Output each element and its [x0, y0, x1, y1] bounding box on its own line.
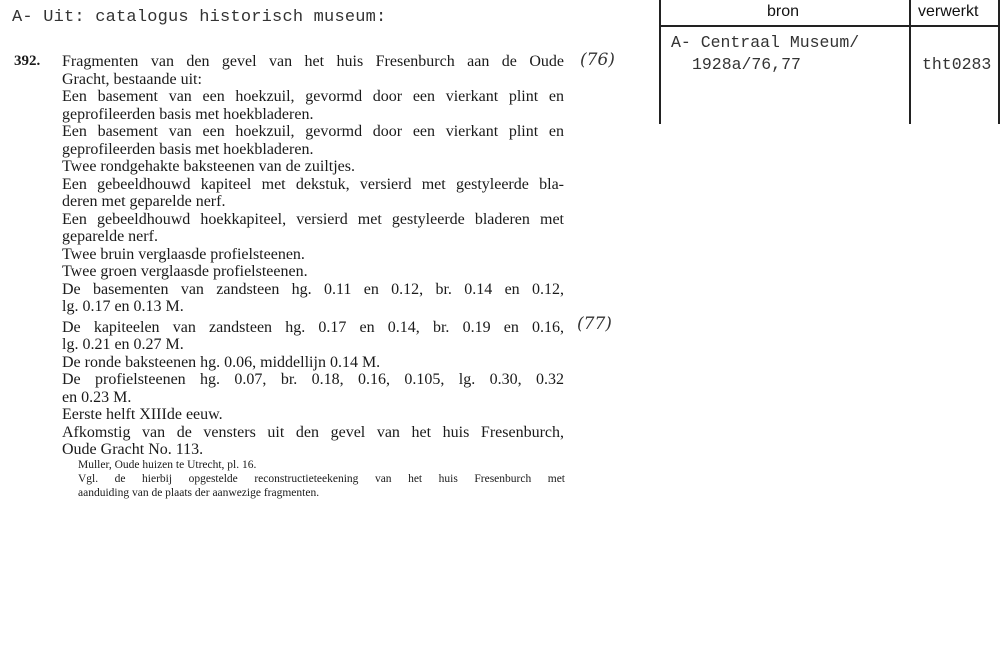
- table-border-middle: [909, 0, 911, 124]
- entry-line: Eerste helft XIIIde eeuw.: [62, 406, 223, 423]
- entry-line: lg. 0.21 en 0.27 M.: [62, 336, 184, 353]
- footnotes: [78, 458, 565, 500]
- header-bron: bron: [767, 3, 800, 20]
- entry-number: 392.: [14, 53, 41, 69]
- entry-line: geprofileerden basis met hoekbladeren.: [62, 140, 314, 158]
- entry-line: De kapiteelen van zandsteen hg. 0.17 en 0.14, br. 0.19 en 0.16,: [62, 318, 564, 336]
- entry-line: geprofileerden basis met hoekbladeren.: [62, 105, 314, 123]
- bron-line-2: 1928a/76,77: [692, 55, 801, 74]
- entry-line: De basementen van zandsteen hg. 0.11 en 0.12, br. 0.14 en 0.12,: [62, 280, 564, 298]
- entry-line: Een gebeeldhouwd kapiteel met dekstuk, versierd met gestyleerde bla-: [62, 175, 564, 193]
- footnote-line: aanduiding van de plaats der aanwezige fragmenten.: [78, 487, 320, 499]
- entry-line: Twee bruin verglaasde profielsteenen.: [62, 245, 305, 263]
- footnote-line: Muller, Oude huizen te Utrecht, pl. 16.: [78, 459, 257, 471]
- entry-line: Afkomstig van de vensters uit den gevel van het huis Fresenburch,: [62, 423, 564, 441]
- entry-line: Oude Gracht No. 113.: [62, 441, 204, 458]
- entry-line: en 0.23 M.: [62, 388, 132, 406]
- header-verwerkt: verwerkt: [918, 3, 979, 20]
- bron-line-1: A- Centraal Museum/: [671, 33, 860, 52]
- entry-line: Twee groen verglaasde profielsteenen.: [62, 263, 308, 280]
- entry-line: geparelde nerf.: [62, 228, 158, 245]
- table-border-left: [659, 0, 661, 124]
- table-header-divider: [659, 25, 1000, 27]
- entry-line: Twee rondgehakte baksteenen van de zuiltjes.: [62, 158, 355, 175]
- entry-line: Een gebeeldhouwd hoekkapiteel, versierd met gestyleerde bladeren met: [62, 210, 564, 228]
- entry-line: De profielsteenen hg. 0.07, br. 0.18, 0.16, 0.105, lg. 0.30, 0.32: [62, 371, 564, 388]
- entry-line: Gracht, bestaande uit:: [62, 70, 202, 88]
- handwritten-annotation-76: (76): [580, 50, 615, 70]
- entry-line: deren met geparelde nerf.: [62, 193, 226, 210]
- handwritten-annotation-77: (77): [577, 314, 612, 334]
- document-heading: A- Uit: catalogus historisch museum:: [12, 8, 387, 27]
- verwerkt-value: tht0283: [922, 55, 992, 74]
- entry-line: Fragmenten van den gevel van het huis Fresenburch aan de Oude: [62, 53, 564, 70]
- source-table: [659, 0, 1000, 124]
- entry-line: Een basement van een hoekzuil, gevormd door een vierkant plint en: [62, 88, 564, 105]
- footnote-line: Vgl. de hierbij opgestelde reconstructieteekening van het huis Fresenburch met: [78, 473, 565, 485]
- entry-line: lg. 0.17 en 0.13 M.: [62, 298, 184, 315]
- entry-line: Een basement van een hoekzuil, gevormd door een vierkant plint en: [62, 123, 564, 140]
- entry-line: De ronde baksteenen hg. 0.06, middellijn 0.14 M.: [62, 353, 381, 371]
